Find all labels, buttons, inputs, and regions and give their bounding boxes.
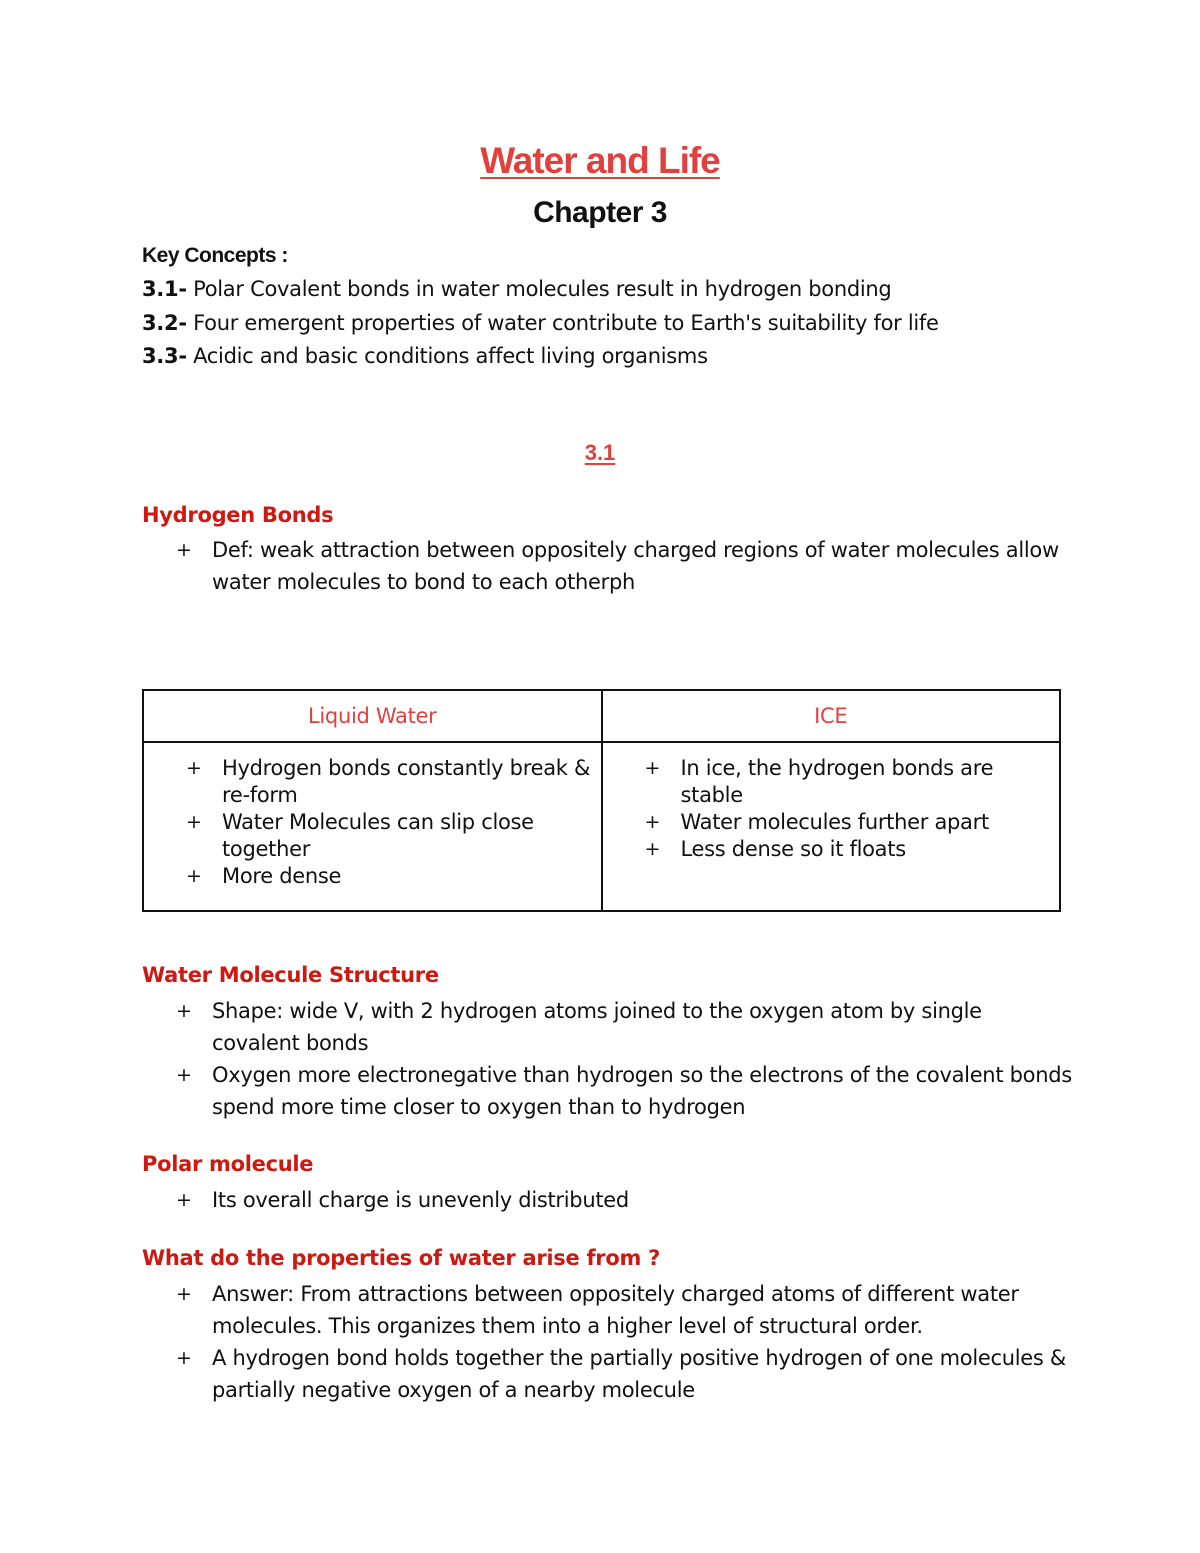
plus-bullet-icon: +	[176, 1189, 192, 1211]
polar-molecule-heading: Polar molecule	[142, 1152, 314, 1176]
list-item: + In ice, the hydrogen bonds are stable	[644, 756, 994, 807]
plus-bullet-icon: +	[176, 1000, 192, 1022]
plus-bullet-icon: +	[176, 1064, 192, 1086]
plus-bullet-icon: +	[644, 811, 661, 833]
water-structure-heading: Water Molecule Structure	[142, 963, 439, 987]
list-item: + Def: weak attraction between oppositely charged regions of water molecules allow water molecules to bond to each otherph	[172, 534, 1072, 598]
plus-bullet-icon: +	[176, 1283, 192, 1305]
water-structure-list	[172, 995, 1072, 1123]
plus-bullet-icon: +	[644, 757, 661, 779]
plus-bullet-icon: +	[644, 838, 661, 860]
key-concept-item: 3.1- Polar Covalent bonds in water molecules result in hydrogen bonding	[142, 277, 892, 301]
plus-bullet-icon: +	[186, 865, 202, 887]
table-cell-ice	[602, 742, 1061, 911]
list-item: + Water Molecules can slip close together	[186, 810, 534, 861]
key-concept-item: 3.3- Acidic and basic conditions affect living organisms	[142, 344, 708, 368]
list-item: + Shape: wide V, with 2 hydrogen atoms joined to the oxygen atom by single covalent bonds	[172, 995, 1072, 1059]
list-item: + Less dense so it floats	[644, 837, 906, 861]
document-title: Water and Life	[480, 140, 720, 181]
hydrogen-bonds-heading: Hydrogen Bonds	[142, 503, 334, 527]
table-header-liquid: Liquid Water	[143, 690, 602, 742]
plus-bullet-icon: +	[186, 757, 202, 779]
properties-list	[172, 1278, 1072, 1406]
plus-bullet-icon: +	[176, 1347, 192, 1369]
table-cell-liquid	[143, 742, 602, 911]
liquid-vs-ice-table	[142, 689, 1061, 912]
list-item: + Hydrogen bonds constantly break & re-form	[186, 756, 591, 807]
plus-bullet-icon: +	[186, 811, 202, 833]
polar-molecule-list	[172, 1184, 1072, 1216]
list-item: + Its overall charge is unevenly distributed	[172, 1184, 1072, 1216]
chapter-heading: Chapter 3	[533, 196, 667, 229]
properties-heading: What do the properties of water arise from ?	[142, 1246, 660, 1270]
list-item: + Water molecules further apart	[644, 810, 989, 834]
list-item: + Answer: From attractions between oppositely charged atoms of different water molecules. This organizes them into a higher level of structural order.	[172, 1278, 1072, 1342]
section-number: 3.1	[584, 440, 616, 465]
key-concept-item: 3.2- Four emergent properties of water contribute to Earth's suitability for life	[142, 311, 939, 335]
list-item: + Oxygen more electronegative than hydrogen so the electrons of the covalent bonds spend more time closer to oxygen than to hydrogen	[172, 1059, 1072, 1123]
list-item: + More dense	[186, 864, 342, 888]
table-row	[143, 742, 1060, 911]
table-header-ice: ICE	[602, 690, 1061, 742]
key-concepts-label: Key Concepts :	[142, 244, 288, 267]
plus-bullet-icon: +	[176, 539, 192, 561]
hydrogen-bonds-list	[172, 534, 1072, 598]
list-item: + A hydrogen bond holds together the partially positive hydrogen of one molecules & partially negative oxygen of a nearby molecule	[172, 1342, 1072, 1406]
table-header-row	[143, 690, 1060, 742]
